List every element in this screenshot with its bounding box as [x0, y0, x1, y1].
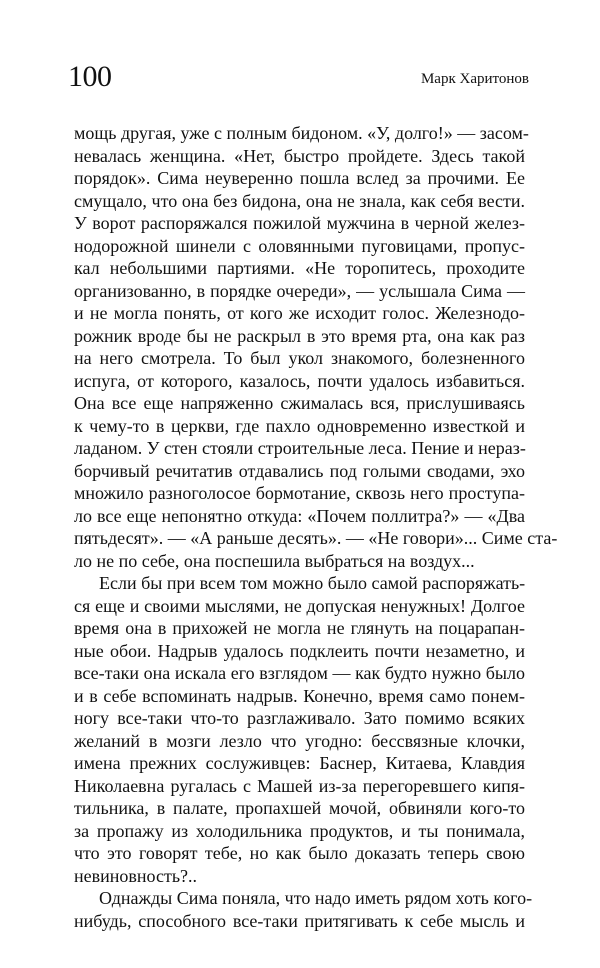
text-line: борчивый речитатив отдавались под голыми сводами, эхо: [74, 460, 525, 481]
text-line: ло все еще непонятно откуда: «Почем поллитра?» — «Два: [74, 505, 525, 526]
text-line: ся еще и своими мыслями, не допуская ненужных! Долгое: [74, 595, 525, 616]
paragraph: [74, 887, 533, 932]
text-line: ногу все-таки что-то разглаживало. Зато помимо всяких: [74, 708, 525, 728]
page-number: 100: [68, 60, 112, 93]
text-line: ладаном. У стен стояли строительные леса. Пение и нераз-: [74, 438, 526, 458]
text-line: нодорожной шинели с оловянными пуговицами, пропус-: [74, 235, 525, 256]
text-line: ные обои. Надрыв удалось подклеить почти незаметно, и: [74, 640, 525, 661]
text-line: порядок». Сима неуверенно пошла вслед за прочими. Ее: [74, 168, 525, 188]
text-line: на него смотрела. То был укол знакомого, болезненного: [74, 348, 525, 368]
text-line: мощь другая, уже с полным бидоном. «У, долго!» — засом-: [74, 123, 529, 143]
text-line: невиновность?..: [74, 865, 198, 886]
text-line: и в себе вспоминать надрыв. Конечно, время само понем-: [74, 685, 525, 706]
text-line: Николаевна ругалась с Машей из-за перегоревшего кипя-: [74, 775, 525, 796]
text-line: кал небольшими партиями. «Не торопитесь, проходите: [74, 258, 525, 278]
text-line: рожник вроде бы не раскрыл в это время рта, она как раз: [74, 325, 525, 346]
text-line: У ворот распоряжался пожилой мужчина в черной желез-: [74, 213, 525, 233]
body-text: [74, 122, 558, 932]
text-line: тильника, в палате, пропахшей мочой, обвиняли кого-то: [74, 798, 525, 818]
text-line: множило разноголосое бормотание, сквозь него проступа-: [74, 483, 525, 503]
text-line: за пропажу из холодильника продуктов, и ты понимала,: [74, 820, 525, 841]
paragraph: [74, 572, 525, 887]
text-line: Она все еще напряженно сжималась вся, прислушиваясь: [74, 393, 525, 413]
text-line: имена прежних сослуживцев: Баснер, Китаева, Клавдия: [74, 753, 525, 773]
text-line: организованно, в порядке очереди», — услышала Сима —: [74, 280, 525, 301]
text-line: что это говорят тебе, но как было доказать теперь свою: [74, 843, 525, 863]
text-line: смущало, что она без бидона, она не знала, как себя вести.: [74, 190, 525, 211]
running-head-author: Марк Харитонов: [420, 71, 529, 87]
text-line: все-таки она искала его взглядом — как будто нужно было: [74, 663, 525, 683]
text-line: и не могла понять, от кого же исходит голос. Железнодо-: [74, 303, 525, 323]
text-line: к чему-то в церкви, где пахло одновременно известкой и: [74, 415, 525, 436]
text-line: нибудь, способного все-таки притягивать к себе мысль и: [74, 910, 525, 931]
text-line: время она в прихожей не могла не глянуть на поцарапан-: [74, 618, 525, 638]
text-line: Однажды Сима поняла, что надо иметь рядом хоть кого-: [99, 888, 533, 908]
text-line: желаний в мозги лезло что угодно: бессвязные клочки,: [74, 730, 525, 751]
text-line: пятьдесят». — «А раньше десять». — «Не говори»... Симе ста-: [74, 528, 558, 548]
paragraph: [74, 122, 558, 572]
text-line: ло не по себе, она поспешила выбраться на воздух...: [74, 550, 475, 571]
text-line: испуга, от которого, казалось, почти удалось избавиться.: [74, 370, 525, 391]
text-line: невалась женщина. «Нет, быстро пройдете. Здесь такой: [74, 145, 525, 166]
text-line: Если бы при всем том можно было самой распоряжать-: [99, 573, 526, 593]
